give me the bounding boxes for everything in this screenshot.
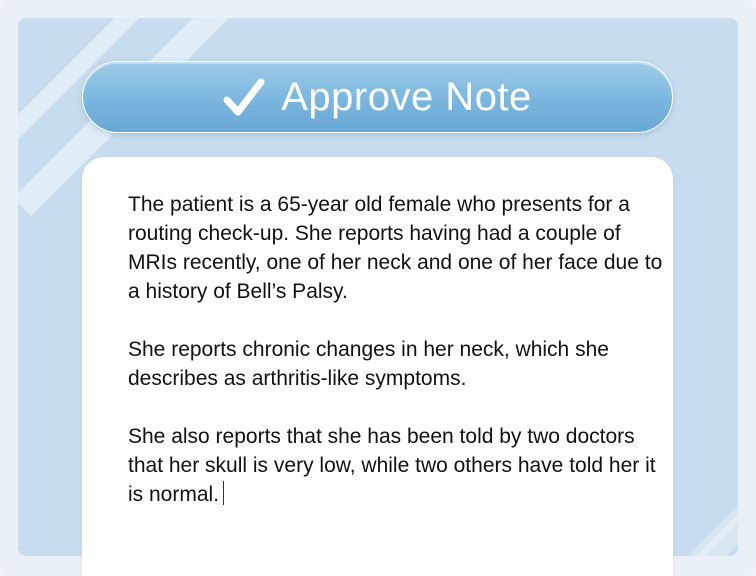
note-text-area[interactable] xyxy=(128,190,668,509)
approve-note-button[interactable] xyxy=(82,61,673,133)
note-paragraph-2: She reports chronic changes in her neck, which she describes as arthritis-like symptoms. xyxy=(128,338,609,390)
note-paragraph-1: The patient is a 65-year old female who presents for a routing check-up. She reports having had a couple of MRIs recently, one of her neck and one of her face due to a history of Bell’s Palsy. xyxy=(128,193,663,303)
note-paragraph-3 xyxy=(128,422,668,509)
approve-note-label: Approve Note xyxy=(281,74,532,119)
checkmark-icon xyxy=(223,77,265,119)
text-caret xyxy=(223,481,224,505)
note-paragraph-3-text: She also reports that she has been told by two doctors that her skull is very low, while two others have told her it is normal. xyxy=(128,425,656,506)
